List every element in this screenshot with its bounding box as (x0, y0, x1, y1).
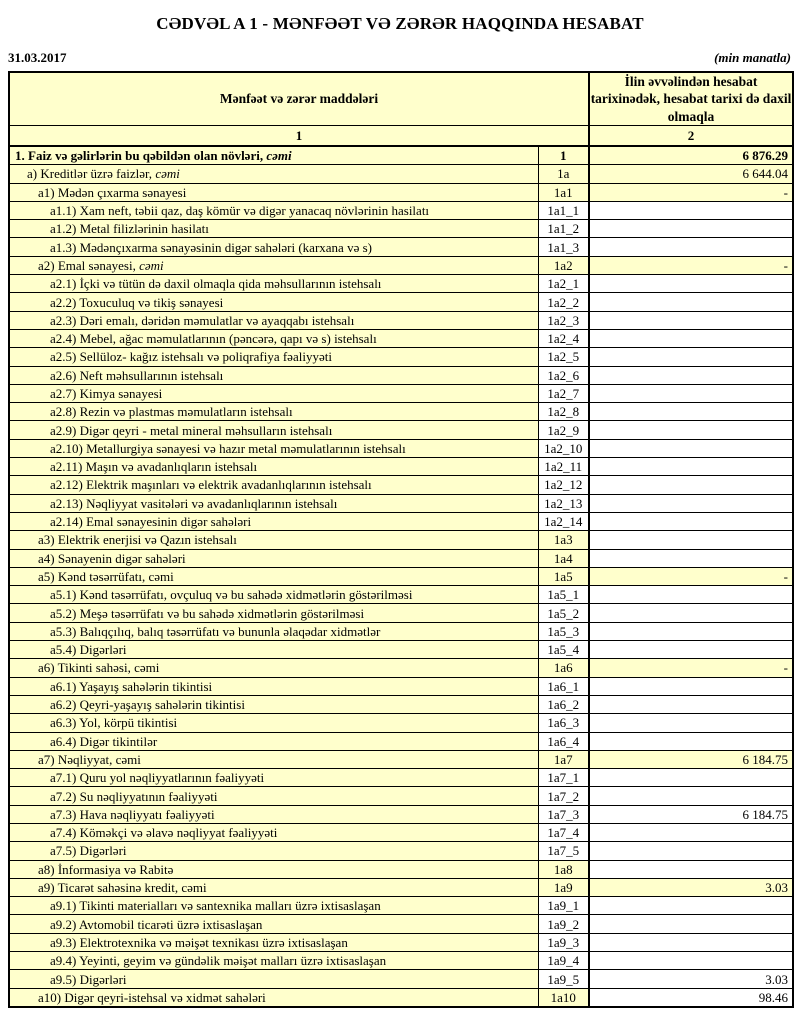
table-row (9, 714, 793, 732)
row-label (9, 348, 538, 366)
row-label (9, 805, 538, 823)
row-value: 3.03 (589, 878, 793, 896)
row-label (9, 695, 538, 713)
row-label-text: a2) Emal sənayesi, (38, 257, 140, 273)
table-row (9, 549, 793, 567)
row-label-text: a7.1) Quru yol nəqliyyatlarının fəaliyyəti (50, 770, 265, 786)
row-code: 1a1_2 (538, 220, 589, 238)
row-code: 1a9 (538, 878, 589, 896)
row-code: 1a6 (538, 659, 589, 677)
row-code: 1a5 (538, 567, 589, 585)
row-value: 98.46 (589, 988, 793, 1007)
row-label-text: a9.1) Tikinti materialları və santexnika malları üzrə ixtisaslaşan (50, 898, 381, 914)
row-label-text: a2.5) Sellüloz- kağız istehsalı və poliqrafiya fəaliyyəti (50, 349, 332, 365)
row-label (9, 238, 538, 256)
row-label-text: a2.3) Dəri emalı, dəridən məmulatlar və ayaqqabı istehsalı (50, 312, 355, 328)
row-label-text: a6.3) Yol, körpü tikintisi (50, 715, 178, 731)
row-value (589, 732, 793, 750)
table-row (9, 384, 793, 402)
row-label (9, 275, 538, 293)
row-label (9, 586, 538, 604)
row-label-text: a9.4) Yeyinti, geyim və gündəlik məişət malları üzrə ixtisaslaşan (50, 953, 387, 969)
row-value (589, 695, 793, 713)
row-code: 1a2_4 (538, 329, 589, 347)
row-code: 1a5_4 (538, 641, 589, 659)
row-label-text: a7.4) Köməkçi və əlavə nəqliyyat fəaliyyəti (50, 825, 278, 841)
row-label (9, 293, 538, 311)
row-code: 1a2_3 (538, 311, 589, 329)
row-code: 1a7_5 (538, 842, 589, 860)
table-row (9, 952, 793, 970)
row-code: 1a5_3 (538, 622, 589, 640)
table-row (9, 750, 793, 768)
row-label (9, 750, 538, 768)
row-value (589, 220, 793, 238)
row-label-text: a7.2) Su nəqliyyatının fəaliyyəti (50, 788, 218, 804)
row-label-text: a2.9) Digər qeyri - metal mineral məhsulların istehsalı (50, 422, 333, 438)
row-code: 1a7_3 (538, 805, 589, 823)
header-row (9, 72, 793, 126)
table-row (9, 366, 793, 384)
row-label-tail: cəmi (266, 148, 292, 164)
row-value (589, 860, 793, 878)
row-value (589, 842, 793, 860)
row-code: 1a2_10 (538, 439, 589, 457)
table-row (9, 641, 793, 659)
row-label (9, 183, 538, 201)
row-label-text: a10) Digər qeyri-istehsal və xidmət sahələri (38, 989, 266, 1005)
row-code: 1a2_5 (538, 348, 589, 366)
row-label-text: a1.1) Xam neft, təbii qaz, daş kömür və digər yanacaq növlərinin hasilatı (50, 203, 430, 219)
rows-body (9, 146, 793, 1007)
row-label (9, 622, 538, 640)
row-label (9, 641, 538, 659)
row-code: 1a9_1 (538, 897, 589, 915)
row-value (589, 421, 793, 439)
row-label-text: a6.2) Qeyri-yaşayış sahələrin tikintisi (50, 697, 245, 713)
row-label-text: a2.8) Rezin və plastmas məmulatların istehsalı (50, 404, 293, 420)
row-label (9, 915, 538, 933)
table-row (9, 732, 793, 750)
row-label-text: a6.4) Digər tikintilər (50, 733, 158, 749)
row-label (9, 146, 538, 165)
report-title: CƏDVƏL A 1 - MƏNFƏƏT VƏ ZƏRƏR HAQQINDA HESABAT (156, 14, 644, 33)
row-label-text: a9.3) Elektrotexnika və məişət texnikası üzrə ixtisaslaşan (50, 934, 348, 950)
row-value (589, 494, 793, 512)
table-row (9, 970, 793, 988)
table-row (9, 531, 793, 549)
row-label (9, 842, 538, 860)
row-value: 6 184.75 (589, 750, 793, 768)
row-code: 1a8 (538, 860, 589, 878)
row-value: 3.03 (589, 970, 793, 988)
row-code: 1a5_2 (538, 604, 589, 622)
row-value (589, 641, 793, 659)
row-code: 1a6_3 (538, 714, 589, 732)
unit-note: (min manatla) (714, 50, 791, 65)
row-value (589, 531, 793, 549)
row-label (9, 439, 538, 457)
row-code: 1a1_3 (538, 238, 589, 256)
row-label (9, 604, 538, 622)
table-row (9, 146, 793, 165)
row-code: 1a2_8 (538, 403, 589, 421)
row-label-text: a2.12) Elektrik maşınları və elektrik avadanlıqlarının istehsalı (50, 477, 372, 493)
row-code: 1a9_2 (538, 915, 589, 933)
row-value (589, 329, 793, 347)
table-row (9, 805, 793, 823)
row-label (9, 256, 538, 274)
row-value: 6 644.04 (589, 165, 793, 183)
table-row (9, 695, 793, 713)
row-label-text: a2.6) Neft məhsullarının istehsalı (50, 367, 224, 383)
row-value: - (589, 183, 793, 201)
row-label-text: a5.2) Meşə təsərrüfatı və bu sahədə xidmətlərin göstərilməsi (50, 605, 365, 621)
table-row (9, 659, 793, 677)
row-value (589, 769, 793, 787)
row-label (9, 531, 538, 549)
row-label-text: a5) Kənd təsərrüfatı, cəmi (38, 568, 174, 584)
col-index-1: 1 (9, 126, 589, 147)
row-label (9, 421, 538, 439)
row-label (9, 567, 538, 585)
table-row (9, 677, 793, 695)
row-label-text: a2.14) Emal sənayesinin digər sahələri (50, 514, 252, 530)
items-header-cell: Mənfəət və zərər maddələri (9, 72, 589, 126)
table-row (9, 915, 793, 933)
row-label-text: a1.2) Metal filizlərinin hasilatı (50, 221, 209, 237)
table-row (9, 897, 793, 915)
row-label-text: a5.3) Balıqçılıq, balıq təsərrüfatı və bununla əlaqədar xidmətlər (50, 623, 381, 639)
row-code: 1a2_9 (538, 421, 589, 439)
row-value: 6 876.29 (589, 146, 793, 165)
row-value (589, 512, 793, 530)
row-value: - (589, 256, 793, 274)
table-row (9, 933, 793, 951)
row-value (589, 787, 793, 805)
row-label-text: a2.7) Kimya sənayesi (50, 386, 163, 401)
row-label (9, 897, 538, 915)
row-code: 1a (538, 165, 589, 183)
row-label-text: a6.1) Yaşayış sahələrin tikintisi (50, 678, 213, 694)
table-row (9, 329, 793, 347)
row-label-text: a9) Ticarət sahəsinə kredit, cəmi (38, 880, 207, 896)
table-row (9, 256, 793, 274)
row-label-text: a6) Tikinti sahəsi, cəmi (38, 660, 160, 676)
row-label-text: a9.5) Digərləri (50, 971, 127, 987)
row-label (9, 988, 538, 1007)
row-value (589, 458, 793, 476)
table-row (9, 293, 793, 311)
row-value (589, 897, 793, 915)
row-code: 1a2_13 (538, 494, 589, 512)
index-row (9, 126, 793, 147)
table-row (9, 823, 793, 841)
row-value: 6 184.75 (589, 805, 793, 823)
row-label (9, 933, 538, 951)
row-label (9, 311, 538, 329)
row-code: 1a2_7 (538, 384, 589, 402)
row-label-text: a1) Mədən çıxarma sənayesi (38, 184, 187, 200)
row-label-text: a3) Elektrik enerjisi və Qazın istehsalı (38, 532, 237, 548)
row-value (589, 311, 793, 329)
report-date: 31.03.2017 (8, 50, 67, 65)
table-row (9, 421, 793, 439)
row-label (9, 823, 538, 841)
table-row (9, 622, 793, 640)
row-label-text: a2.4) Mebel, ağac məmulatlarının (pəncərə, qapı və s) istehsalı (50, 331, 377, 347)
row-label-text: a7.5) Digərləri (50, 843, 127, 859)
row-value (589, 933, 793, 951)
table-row (9, 878, 793, 896)
row-label (9, 878, 538, 896)
row-code: 1a2_11 (538, 458, 589, 476)
row-code: 1a5_1 (538, 586, 589, 604)
row-code: 1a9_3 (538, 933, 589, 951)
row-code: 1a9_5 (538, 970, 589, 988)
row-label (9, 366, 538, 384)
row-label (9, 512, 538, 530)
row-value (589, 384, 793, 402)
row-label-tail: cəmi (155, 166, 180, 182)
table-row (9, 494, 793, 512)
row-code: 1a4 (538, 549, 589, 567)
row-label-text: a8) İnformasiya və Rabitə (38, 861, 174, 877)
table-row (9, 201, 793, 219)
row-label (9, 952, 538, 970)
row-code: 1a7_2 (538, 787, 589, 805)
row-code: 1a9_4 (538, 952, 589, 970)
profit-loss-table (8, 71, 794, 1008)
table-row (9, 439, 793, 457)
table-row (9, 275, 793, 293)
table-row (9, 860, 793, 878)
row-value (589, 714, 793, 732)
row-label-text: a2.1) İçki və tütün də daxil olmaqla qida məhsullarının istehsalı (50, 276, 382, 292)
row-label-text: a9.2) Avtomobil ticarəti üzrə ixtisaslaşan (50, 916, 263, 932)
row-value (589, 238, 793, 256)
row-value: - (589, 659, 793, 677)
table-row (9, 769, 793, 787)
row-label (9, 494, 538, 512)
row-value (589, 677, 793, 695)
table-row (9, 220, 793, 238)
table-row (9, 183, 793, 201)
col-index-2: 2 (589, 126, 793, 147)
table-row (9, 586, 793, 604)
row-code: 1a10 (538, 988, 589, 1007)
row-value (589, 293, 793, 311)
row-label (9, 220, 538, 238)
row-label-text: a4) Sənayenin digər sahələri (38, 550, 186, 566)
row-value (589, 604, 793, 622)
row-code: 1a1_1 (538, 201, 589, 219)
row-label-text: a1.3) Mədənçıxarma sənayəsinin digər sahələri (karxana və s) (50, 239, 372, 255)
row-label (9, 384, 538, 402)
row-label (9, 677, 538, 695)
row-code: 1a2_12 (538, 476, 589, 494)
row-label (9, 787, 538, 805)
table-row (9, 604, 793, 622)
table-row (9, 238, 793, 256)
row-value (589, 952, 793, 970)
row-value (589, 201, 793, 219)
row-label (9, 476, 538, 494)
row-code: 1a3 (538, 531, 589, 549)
row-label (9, 659, 538, 677)
row-label-text: a7.3) Hava nəqliyyatı fəaliyyəti (50, 806, 215, 822)
row-label-text: a2.10) Metallurgiya sənayesi və hazır metal məmulatlarının istehsalı (50, 440, 406, 456)
value-header-cell: İlin əvvəlindən hesabat tarixinədək, hesabat tarixi də daxil olmaqla (589, 72, 793, 126)
table-row (9, 476, 793, 494)
table-row (9, 567, 793, 585)
row-label-text: a) Kreditlər üzrə faizlər, (27, 166, 156, 182)
table-row (9, 512, 793, 530)
row-code: 1a2_1 (538, 275, 589, 293)
row-value (589, 622, 793, 640)
row-code: 1a1 (538, 183, 589, 201)
row-label (9, 769, 538, 787)
row-label (9, 549, 538, 567)
table-row (9, 348, 793, 366)
row-label-tail: cəmi (139, 257, 164, 273)
row-value: - (589, 567, 793, 585)
row-label (9, 201, 538, 219)
row-label-text: a7) Nəqliyyat, cəmi (38, 751, 141, 767)
table-row (9, 311, 793, 329)
table-row (9, 842, 793, 860)
row-value (589, 275, 793, 293)
row-label-text: 1. Faiz və gəlirlərin bu qəbildən olan növləri, (15, 148, 267, 164)
table-row (9, 787, 793, 805)
row-label-text: a5.1) Kənd təsərrüfatı, ovçuluq və bu sahədə xidmətlərin göstərilməsi (50, 587, 413, 603)
table-row (9, 458, 793, 476)
row-code: 1a6_1 (538, 677, 589, 695)
row-label-text: a2.13) Nəqliyyat vasitələri və avadanlıqlarının istehsalı (50, 495, 338, 511)
row-value (589, 403, 793, 421)
row-label (9, 714, 538, 732)
row-value (589, 348, 793, 366)
table-row (9, 988, 793, 1007)
row-value (589, 586, 793, 604)
row-label (9, 970, 538, 988)
row-label-text: a5.4) Digərləri (50, 642, 127, 658)
row-value (589, 915, 793, 933)
table-row (9, 165, 793, 183)
row-value (589, 366, 793, 384)
row-code: 1a6_4 (538, 732, 589, 750)
report-meta (8, 50, 791, 66)
row-label (9, 860, 538, 878)
row-value (589, 439, 793, 457)
row-label-text: a2.11) Maşın və avadanlıqların istehsalı (50, 459, 258, 475)
row-code: 1a7_1 (538, 769, 589, 787)
table-row (9, 403, 793, 421)
row-label (9, 732, 538, 750)
row-value (589, 823, 793, 841)
row-label (9, 329, 538, 347)
row-code: 1a7 (538, 750, 589, 768)
row-value (589, 476, 793, 494)
row-code: 1a2 (538, 256, 589, 274)
row-code: 1a6_2 (538, 695, 589, 713)
row-code: 1a2_6 (538, 366, 589, 384)
row-code: 1a2_14 (538, 512, 589, 530)
row-code: 1 (538, 146, 589, 165)
row-label-text: a2.2) Toxuculuq və tikiş sənayesi (50, 294, 224, 310)
row-label (9, 165, 538, 183)
row-code: 1a2_2 (538, 293, 589, 311)
row-value (589, 549, 793, 567)
row-label (9, 458, 538, 476)
row-code: 1a7_4 (538, 823, 589, 841)
row-label (9, 403, 538, 421)
